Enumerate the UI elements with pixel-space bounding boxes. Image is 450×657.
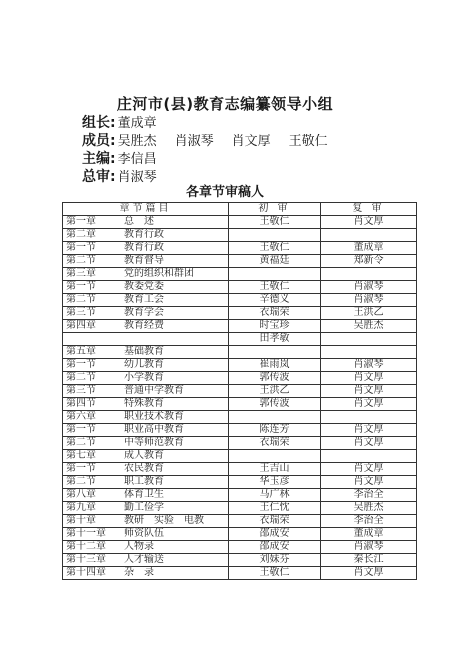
first-reviewer-cell: 王吉山 [229, 463, 321, 476]
header-chapter: 章节篇目 [63, 203, 229, 216]
chapter-name: 教育经费 [124, 320, 164, 331]
second-reviewer-cell: 肖文厚 [321, 424, 417, 437]
member-name: 王敬仁 [288, 134, 328, 149]
second-reviewer-cell: 李治全 [321, 489, 417, 502]
chapter-name: 职工教育 [124, 476, 164, 487]
chapter-number: 第一节 [66, 242, 96, 253]
first-reviewer-cell: 崔雨岚 [229, 359, 321, 372]
chapter-name: 教育督导 [124, 255, 164, 266]
second-reviewer-cell [321, 268, 417, 281]
chapter-cell [63, 359, 229, 372]
chapter-name: 小学教育 [124, 372, 164, 383]
chapter-name: 党的组织和群团 [124, 268, 194, 279]
table-row [63, 515, 417, 528]
members-label: 成员: [82, 133, 116, 149]
chapter-number: 第四节 [66, 398, 96, 409]
second-reviewer-cell: 秦长江 [321, 554, 417, 567]
chapter-number: 第三节 [66, 307, 96, 318]
second-reviewer-cell [321, 229, 417, 242]
chapter-name: 农民教育 [124, 463, 164, 474]
first-reviewer-cell: 王洪乙 [229, 385, 321, 398]
chapter-cell [63, 463, 229, 476]
chapter-name: 教育行政 [124, 242, 164, 253]
chapter-name: 成人教育 [124, 450, 164, 461]
table-header-row [63, 203, 417, 216]
chapter-number: 第五章 [66, 346, 96, 357]
chapter-number: 第一节 [66, 281, 96, 292]
chapter-number: 第一节 [66, 424, 96, 435]
first-reviewer-cell: 王敬仁 [229, 567, 321, 580]
chapter-number: 第二节 [66, 372, 96, 383]
chapter-number: 第七章 [66, 450, 96, 461]
table-row [63, 567, 417, 580]
chapter-name: 中等师范教育 [124, 437, 184, 448]
first-reviewer-cell: 衣瑞荣 [229, 307, 321, 320]
table-row [63, 307, 417, 320]
table-row [63, 554, 417, 567]
second-reviewer-cell: 肖淑琴 [321, 294, 417, 307]
table-row [63, 385, 417, 398]
members-line [82, 130, 328, 150]
chapter-number: 第三节 [66, 385, 96, 396]
table-row [63, 489, 417, 502]
second-reviewer-cell: 肖淑琴 [321, 359, 417, 372]
chapter-number: 第十三章 [66, 554, 106, 565]
table-row [63, 242, 417, 255]
second-reviewer-cell: 吴胜杰 [321, 320, 417, 333]
second-reviewer-cell: 肖文厚 [321, 437, 417, 450]
member-name: 吴胜杰 [117, 134, 157, 149]
second-reviewer-cell [321, 411, 417, 424]
table-row [63, 476, 417, 489]
second-reviewer-cell: 肖文厚 [321, 567, 417, 580]
first-reviewer-cell [229, 450, 321, 463]
first-reviewer-cell: 衣瑞荣 [229, 515, 321, 528]
table-row [63, 502, 417, 515]
chapter-cell [63, 489, 229, 502]
chief-reviewer-name: 肖淑琴 [117, 170, 157, 185]
table-row [63, 281, 417, 294]
second-reviewer-cell: 肖文厚 [321, 216, 417, 229]
table-row [63, 294, 417, 307]
chapter-number: 第一节 [66, 463, 96, 474]
first-reviewer-cell: 陈连芳 [229, 424, 321, 437]
table-row [63, 528, 417, 541]
chapter-name: 勤工俭学 [124, 502, 164, 513]
second-reviewer-cell: 王洪乙 [321, 307, 417, 320]
chapter-number: 第九章 [66, 502, 96, 513]
chapter-name: 基础教育 [124, 346, 164, 357]
second-reviewer-cell: 董成章 [321, 528, 417, 541]
reviewers-table [62, 202, 417, 580]
first-reviewer-cell [229, 411, 321, 424]
chief-editor-label: 主编: [82, 151, 116, 167]
first-reviewer-cell: 衣瑞荣 [229, 437, 321, 450]
table-row [63, 255, 417, 268]
second-reviewer-cell: 肖文厚 [321, 372, 417, 385]
chief-editor-name: 李信昌 [117, 152, 157, 167]
chapter-number: 第十一章 [66, 528, 106, 539]
chapter-name: 幼儿教育 [124, 359, 164, 370]
chapter-cell [63, 554, 229, 567]
first-reviewer-cell: 王敬仁 [229, 216, 321, 229]
chapter-cell [63, 307, 229, 320]
second-reviewer-cell: 肖淑琴 [321, 541, 417, 554]
chapter-name: 人物录 [124, 541, 154, 552]
chapter-cell [63, 476, 229, 489]
chapter-number: 第二节 [66, 476, 96, 487]
first-reviewer-cell: 时宝珍 [229, 320, 321, 333]
chapter-cell [63, 242, 229, 255]
table-row [63, 372, 417, 385]
first-reviewer-cell [229, 229, 321, 242]
table-row [63, 346, 417, 359]
table-row [63, 216, 417, 229]
chapter-name: 教育学会 [124, 307, 164, 318]
chapter-number: 第八章 [66, 489, 96, 500]
chapter-cell [63, 385, 229, 398]
table-row [63, 450, 417, 463]
chapter-cell [63, 450, 229, 463]
chapter-name: 杂 录 [124, 567, 154, 578]
page-title: 庄河市(县)教育志编纂领导小组 [116, 95, 334, 113]
second-reviewer-cell: 肖文厚 [321, 463, 417, 476]
chapter-number: 第三章 [66, 268, 96, 279]
second-reviewer-cell: 吴胜杰 [321, 502, 417, 515]
group-leader-name: 董成章 [117, 116, 157, 131]
chapter-number: 第二章 [66, 229, 96, 240]
second-reviewer-cell [321, 450, 417, 463]
header-first-review: 初 审 [229, 203, 321, 216]
chapter-name: 人才输送 [124, 554, 164, 565]
first-reviewer-cell: 田孝敏 [229, 333, 321, 346]
first-reviewer-cell: 刘妹芬 [229, 554, 321, 567]
chapter-name: 普通中学教育 [124, 385, 184, 396]
chapter-name: 总 述 [124, 216, 154, 227]
first-reviewer-cell: 王敬仁 [229, 281, 321, 294]
chapter-number: 第二节 [66, 255, 96, 266]
chapter-cell [63, 567, 229, 580]
table-row [63, 463, 417, 476]
table-row [63, 359, 417, 372]
first-reviewer-cell: 邵成安 [229, 528, 321, 541]
table-row [63, 398, 417, 411]
chapter-cell [63, 398, 229, 411]
table-row [63, 411, 417, 424]
first-reviewer-cell: 黄福廷 [229, 255, 321, 268]
chapter-cell [63, 268, 229, 281]
chapter-cell [63, 528, 229, 541]
first-reviewer-cell: 马广林 [229, 489, 321, 502]
chapter-cell [63, 216, 229, 229]
first-reviewer-cell: 华玉彦 [229, 476, 321, 489]
first-reviewer-cell: 王敬仁 [229, 242, 321, 255]
chapter-name: 职业高中教育 [124, 424, 184, 435]
member-name: 肖淑琴 [174, 134, 214, 149]
second-reviewer-cell [321, 333, 417, 346]
chief-editor-line [82, 148, 157, 168]
table-row [63, 320, 417, 333]
chapter-name: 职业技术教育 [124, 411, 184, 422]
chapter-cell [63, 346, 229, 359]
second-reviewer-cell: 肖文厚 [321, 398, 417, 411]
chapter-cell [63, 515, 229, 528]
table-title: 各章节审稿人 [185, 185, 264, 200]
chapter-number: 第十四章 [66, 567, 106, 578]
table-row [63, 268, 417, 281]
chapter-cell [63, 502, 229, 515]
chapter-name: 教研 实验 电教 [124, 515, 204, 526]
chapter-cell [63, 229, 229, 242]
chapter-cell [63, 437, 229, 450]
first-reviewer-cell: 王仁忱 [229, 502, 321, 515]
chapter-cell [63, 281, 229, 294]
second-reviewer-cell: 肖淑琴 [321, 281, 417, 294]
chapter-cell [63, 255, 229, 268]
chapter-name: 教委党委 [124, 281, 164, 292]
first-reviewer-cell: 郭传波 [229, 398, 321, 411]
table-row [63, 333, 417, 346]
chapter-number: 第一节 [66, 359, 96, 370]
chapter-number: 第二节 [66, 437, 96, 448]
chapter-cell [63, 333, 229, 346]
table-row [63, 424, 417, 437]
table-row [63, 541, 417, 554]
chapter-cell [63, 372, 229, 385]
first-reviewer-cell [229, 268, 321, 281]
chief-reviewer-label: 总审: [82, 169, 116, 185]
first-reviewer-cell: 辛德义 [229, 294, 321, 307]
chapter-name: 教育行政 [124, 229, 164, 240]
group-leader-label: 组长: [82, 115, 116, 131]
second-reviewer-cell [321, 346, 417, 359]
chapter-name: 特殊教育 [124, 398, 164, 409]
header-second-review: 复 审 [321, 203, 417, 216]
chapter-number: 第四章 [66, 320, 96, 331]
chapter-number: 第十章 [66, 515, 96, 526]
chapter-cell [63, 294, 229, 307]
chapter-name: 师资队伍 [124, 528, 164, 539]
chapter-cell [63, 411, 229, 424]
group-leader-line [82, 112, 157, 132]
chapter-cell [63, 541, 229, 554]
second-reviewer-cell: 董成章 [321, 242, 417, 255]
chapter-name: 体育卫生 [124, 489, 164, 500]
chapter-number: 第二节 [66, 294, 96, 305]
chapter-name: 教育工会 [124, 294, 164, 305]
chapter-number: 第十二章 [66, 541, 106, 552]
first-reviewer-cell: 郭传波 [229, 372, 321, 385]
table-row [63, 437, 417, 450]
chapter-number: 第六章 [66, 411, 96, 422]
second-reviewer-cell: 肖文厚 [321, 476, 417, 489]
table-row [63, 229, 417, 242]
second-reviewer-cell: 郑新令 [321, 255, 417, 268]
member-name: 肖文厚 [231, 134, 271, 149]
second-reviewer-cell: 李治全 [321, 515, 417, 528]
second-reviewer-cell: 肖文厚 [321, 385, 417, 398]
first-reviewer-cell: 邵成安 [229, 541, 321, 554]
chapter-cell [63, 424, 229, 437]
chapter-number: 第一章 [66, 216, 96, 227]
chapter-cell [63, 320, 229, 333]
first-reviewer-cell [229, 346, 321, 359]
